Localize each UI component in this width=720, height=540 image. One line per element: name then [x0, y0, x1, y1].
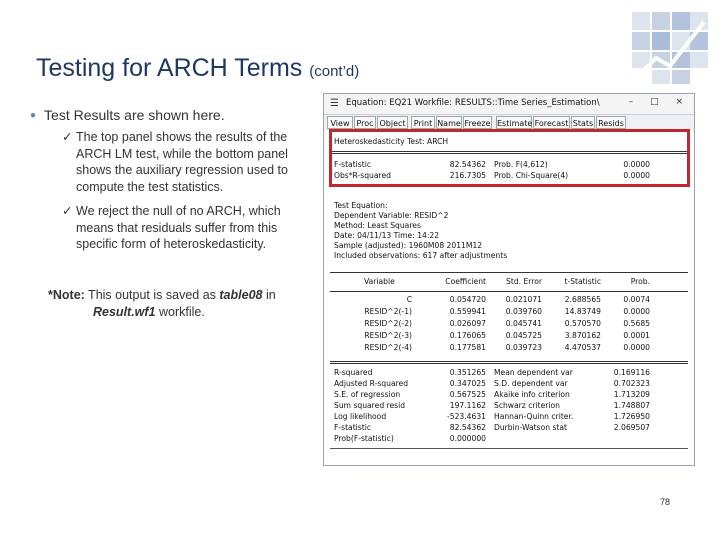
table-cell: Adjusted R-squared — [334, 379, 409, 388]
table-cell: 0.0074 — [623, 295, 650, 304]
check-icon: ✓ — [62, 204, 73, 218]
table-cell: 0.045741 — [505, 319, 542, 328]
table-cell: 1.713209 — [613, 390, 650, 399]
output-table: Heteroskedasticity Test: ARCH F-statistic 82.54362 Prob. F(4,612) 0.0000 Obs*R-squared 216.7305 Prob. Chi-Square(4) 0.0000 Test Equation: Dependent Variable: RESID^2 Method: Least Squares Date: 04/11/13 Time: 14:22 Sample (adjusted): 1960M08 2011M12 Included observations: 617 after adjustments Variable Coefficient Std. Error t-Statistic Prob. C 0.054720 0.021071 2.688565 0.0074 RESID^2(-1) 0.559941 0.039760 14.83749 0.0000 RESID^2(-2) 0.026097 0.045741 0.570570 0.5685 RESID^2(-3) 0.176065 0.045725 3.870162 0.0001 RESID^2(-4) 0.177581 0.039723 4.470537 0.0000 R-squared 0.351265 Mean dependent var 0.169116 Adjusted R-squared 0.347025 S.D. dependent var 0.702323 S.E. of regression 0.567525 Akaike info criterion 1.713209 Sum squared resid 197.1162 Schwarz criterion 1.748807 Log likelihood -523.4631 Hannan-Quinn criter. 1.726950 F-statistic 82.54362 Durbin-Watson stat 2.069507 Prob(F-statistic) 0.000000 — [324, 132, 694, 465]
bullet-dot-icon: ● — [30, 110, 37, 121]
table-cell: 2.069507 — [613, 423, 650, 432]
table-cell: 0.0000 — [623, 307, 650, 316]
table-cell: 2.688565 — [564, 295, 601, 304]
table-cell: 0.0000 — [623, 343, 650, 352]
table-cell: 0.0001 — [623, 331, 650, 340]
table-cell: 197.1162 — [449, 401, 486, 410]
forecast-button[interactable]: Forecast — [533, 116, 570, 129]
column-header: Coefficient — [445, 277, 486, 286]
note-prefix: *Note: — [48, 288, 85, 302]
equation-info-line: Dependent Variable: RESID^2 — [334, 211, 449, 220]
title-main: Testing for ARCH Terms — [36, 54, 303, 82]
note-file-name: Result.wf1 — [93, 305, 156, 319]
note-text: This output is saved as — [84, 288, 220, 302]
table-cell: Akaike info criterion — [494, 390, 570, 399]
table-cell: 0.039723 — [505, 343, 542, 352]
name-button[interactable]: Name — [436, 116, 462, 129]
table-cell: RESID^2(-1) — [364, 307, 412, 316]
table-cell: S.D. dependent var — [494, 379, 568, 388]
proc-button[interactable]: Proc — [354, 116, 376, 129]
test-title: Heteroskedasticity Test: ARCH — [334, 137, 449, 146]
table-cell: RESID^2(-3) — [364, 331, 412, 340]
stats-button[interactable]: Stats — [571, 116, 595, 129]
table-cell: R-squared — [334, 368, 373, 377]
table-cell: 82.54362 — [449, 423, 486, 432]
table-cell: 0.045725 — [505, 331, 542, 340]
equation-info-line: Sample (adjusted): 1960M08 2011M12 — [334, 241, 483, 250]
table-cell: 0.026097 — [449, 319, 486, 328]
table-cell: 0.039760 — [505, 307, 542, 316]
table-cell: 0.177581 — [449, 343, 486, 352]
column-header: t-Statistic — [564, 277, 601, 286]
note-table-name: table08 — [219, 288, 263, 302]
table-cell: 0.567525 — [449, 390, 486, 399]
bullet-text: Test Results are shown here. — [44, 107, 225, 123]
equation-icon: ☰ — [330, 98, 339, 109]
table-cell: 0.570570 — [564, 319, 601, 328]
table-cell: Log likelihood — [334, 412, 387, 421]
sub-bullet-text: We reject the null of no ARCH, which means that residuals suffer from this specific form of heteroskedasticity. — [76, 204, 281, 251]
table-cell: 0.176065 — [449, 331, 486, 340]
check-icon: ✓ — [62, 130, 73, 144]
table-cell: Schwarz criterion — [494, 401, 560, 410]
table-cell: 0.000000 — [449, 434, 486, 443]
estimate-button[interactable]: Estimate — [496, 116, 532, 129]
sub-bullet-top-panel — [62, 129, 318, 195]
table-cell: Sum squared resid — [334, 401, 406, 410]
table-cell: Durbin-Watson stat — [494, 423, 568, 432]
table-cell: 14.83749 — [564, 307, 601, 316]
table-cell: 3.870162 — [564, 331, 601, 340]
page-number: 78 — [660, 497, 671, 507]
table-cell: Mean dependent var — [494, 368, 573, 377]
table-cell: 0.054720 — [449, 295, 486, 304]
slide-title — [36, 54, 359, 83]
freeze-button[interactable]: Freeze — [463, 116, 492, 129]
equation-info-line: Test Equation: — [334, 201, 388, 210]
table-cell: 0.702323 — [613, 379, 650, 388]
column-header: Variable — [364, 277, 395, 286]
window-titlebar[interactable] — [324, 94, 694, 115]
note — [48, 287, 318, 321]
arch-test-highlight — [329, 129, 690, 187]
note-text: workfile. — [155, 305, 205, 319]
column-header: Std. Error — [506, 277, 542, 286]
table-cell: RESID^2(-4) — [364, 343, 412, 352]
table-cell: 0.559941 — [449, 307, 486, 316]
table-cell: F-statistic — [334, 423, 372, 432]
sub-bullet-text: The top panel shows the results of the ARCH LM test, while the bottom panel shows the auxiliary regression used to compute the test statistics. — [76, 130, 288, 194]
table-cell: -523.4631 — [447, 412, 486, 421]
table-cell: 0.169116 — [613, 368, 650, 377]
table-cell: 0.351265 — [449, 368, 486, 377]
table-cell: 0.021071 — [505, 295, 542, 304]
bullet-item — [30, 107, 225, 123]
table-cell: Prob(F-statistic) — [334, 434, 394, 443]
sub-bullet-reject-null — [62, 203, 318, 253]
logo-chart-icon — [632, 12, 708, 84]
table-cell: C — [406, 295, 412, 304]
table-cell: Hannan-Quinn criter. — [494, 412, 574, 421]
table-cell: 0.347025 — [449, 379, 486, 388]
table-cell: 4.470537 — [564, 343, 601, 352]
note-text: in — [262, 288, 276, 302]
print-button[interactable]: Print — [411, 116, 435, 129]
resids-button[interactable]: Resids — [596, 116, 626, 129]
object-button[interactable]: Object — [377, 116, 408, 129]
table-cell: S.E. of regression — [334, 390, 401, 399]
view-button[interactable]: View — [327, 116, 353, 129]
table-cell: 1.726950 — [613, 412, 650, 421]
table-cell: 0.5685 — [623, 319, 650, 328]
window-controls[interactable]: – □ × — [628, 97, 690, 107]
table-cell: RESID^2(-2) — [364, 319, 412, 328]
equation-info-line: Method: Least Squares — [334, 221, 421, 230]
title-suffix: (cont’d) — [309, 63, 360, 80]
column-header: Prob. — [630, 277, 650, 286]
table-cell: 1.748807 — [613, 401, 650, 410]
equation-info-line: Date: 04/11/13 Time: 14:22 — [334, 231, 440, 240]
equation-info-line: Included observations: 617 after adjustments — [334, 251, 508, 260]
window-title: Equation: EQ21 Workfile: RESULTS::Time Series_Estimation\ — [346, 98, 600, 108]
